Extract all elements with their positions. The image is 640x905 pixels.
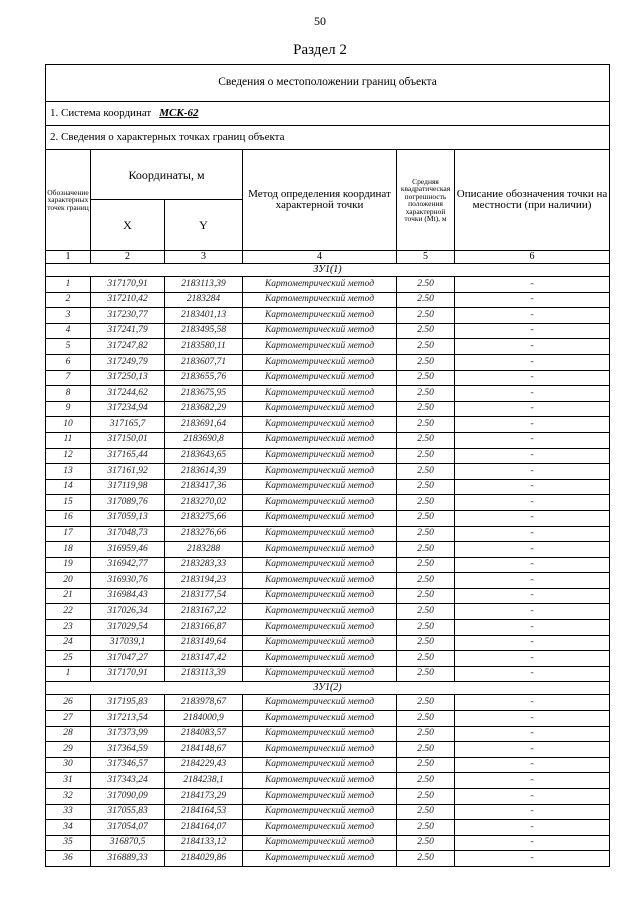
- cell-method: Картометрический метод: [243, 851, 397, 867]
- cell-error: 2.50: [397, 292, 455, 308]
- cell-method: Картометрический метод: [243, 339, 397, 355]
- cell-y: 2184133,12: [165, 835, 243, 851]
- cell-point: 31: [46, 773, 91, 789]
- table-row: [46, 651, 610, 667]
- cell-error: 2.50: [397, 742, 455, 758]
- cell-x: 317165,7: [91, 417, 165, 433]
- cell-y: 2183401,13: [165, 308, 243, 324]
- cell-description: -: [455, 573, 610, 589]
- table-row: [46, 804, 610, 820]
- table-row: [46, 292, 610, 308]
- cell-y: 2184000,9: [165, 711, 243, 727]
- cell-method: Картометрический метод: [243, 711, 397, 727]
- cell-y: 2184173,29: [165, 789, 243, 805]
- cell-error: 2.50: [397, 557, 455, 573]
- cell-x: 317029,54: [91, 620, 165, 636]
- table-row: [46, 742, 610, 758]
- cell-description: -: [455, 432, 610, 448]
- cell-point: 22: [46, 604, 91, 620]
- cell-description: -: [455, 604, 610, 620]
- cell-method: Картометрический метод: [243, 773, 397, 789]
- cell-point: 23: [46, 620, 91, 636]
- cell-point: 30: [46, 757, 91, 773]
- cell-method: Картометрический метод: [243, 742, 397, 758]
- cell-x: 317039,1: [91, 635, 165, 651]
- cell-description: -: [455, 651, 610, 667]
- cell-y: 2183690,8: [165, 432, 243, 448]
- cell-error: 2.50: [397, 711, 455, 727]
- cell-point: 32: [46, 789, 91, 805]
- table-row: [46, 851, 610, 867]
- cell-y: 2183495,58: [165, 323, 243, 339]
- cell-description: -: [455, 666, 610, 682]
- table-row: [46, 835, 610, 851]
- cell-method: Картометрический метод: [243, 432, 397, 448]
- cell-description: -: [455, 835, 610, 851]
- cell-description: -: [455, 370, 610, 386]
- cell-error: 2.50: [397, 510, 455, 526]
- cell-x: 317059,13: [91, 510, 165, 526]
- table-row: [46, 308, 610, 324]
- cell-point: 14: [46, 479, 91, 495]
- cell-description: -: [455, 851, 610, 867]
- cell-method: Картометрический метод: [243, 635, 397, 651]
- cell-error: 2.50: [397, 635, 455, 651]
- table-row: [46, 277, 610, 293]
- cell-method: Картометрический метод: [243, 448, 397, 464]
- boundary-points-table: [45, 64, 610, 867]
- page-number: 50: [314, 14, 326, 28]
- cell-x: 317048,73: [91, 526, 165, 542]
- table-row: [46, 726, 610, 742]
- cell-method: Картометрический метод: [243, 370, 397, 386]
- cell-y: 2183288: [165, 542, 243, 558]
- cell-x: 317346,57: [91, 757, 165, 773]
- cell-error: 2.50: [397, 417, 455, 433]
- cell-x: 317250,13: [91, 370, 165, 386]
- cell-point: 33: [46, 804, 91, 820]
- cell-point: 20: [46, 573, 91, 589]
- cell-y: 2183580,11: [165, 339, 243, 355]
- cell-method: Картометрический метод: [243, 726, 397, 742]
- table-row: [46, 695, 610, 711]
- cell-error: 2.50: [397, 851, 455, 867]
- cell-y: 2183643,65: [165, 448, 243, 464]
- cell-y: 2183113,39: [165, 666, 243, 682]
- header-method: Метод определения координат характерной точки: [243, 150, 397, 251]
- cell-y: 2183167,22: [165, 604, 243, 620]
- cell-y: 2183270,02: [165, 495, 243, 511]
- cell-error: 2.50: [397, 695, 455, 711]
- cell-point: 13: [46, 464, 91, 480]
- table-row: [46, 339, 610, 355]
- cell-method: Картометрический метод: [243, 277, 397, 293]
- cell-error: 2.50: [397, 835, 455, 851]
- cell-x: 317054,07: [91, 820, 165, 836]
- cell-description: -: [455, 417, 610, 433]
- column-number: 3: [165, 251, 243, 264]
- cell-y: 2183682,29: [165, 401, 243, 417]
- cell-method: Картометрический метод: [243, 542, 397, 558]
- cell-error: 2.50: [397, 495, 455, 511]
- cell-point: 24: [46, 635, 91, 651]
- cell-error: 2.50: [397, 277, 455, 293]
- cell-x: 317213,54: [91, 711, 165, 727]
- cell-error: 2.50: [397, 820, 455, 836]
- cell-error: 2.50: [397, 401, 455, 417]
- cell-method: Картометрический метод: [243, 666, 397, 682]
- cell-point: 3: [46, 308, 91, 324]
- cell-x: 316870,5: [91, 835, 165, 851]
- table-row: [46, 711, 610, 727]
- cell-point: 17: [46, 526, 91, 542]
- cell-x: 316984,43: [91, 588, 165, 604]
- cell-description: -: [455, 804, 610, 820]
- cell-method: Картометрический метод: [243, 510, 397, 526]
- cell-point: 29: [46, 742, 91, 758]
- cell-description: -: [455, 773, 610, 789]
- table-row: [46, 820, 610, 836]
- cell-y: 2183284: [165, 292, 243, 308]
- cell-description: -: [455, 820, 610, 836]
- cell-description: -: [455, 635, 610, 651]
- cell-point: 36: [46, 851, 91, 867]
- cell-point: 2: [46, 292, 91, 308]
- table-row: [46, 557, 610, 573]
- cell-method: Картометрический метод: [243, 292, 397, 308]
- cell-error: 2.50: [397, 620, 455, 636]
- cell-x: 317210,42: [91, 292, 165, 308]
- cell-x: 317026,34: [91, 604, 165, 620]
- table-row: [46, 588, 610, 604]
- cell-description: -: [455, 588, 610, 604]
- cell-y: 2183607,71: [165, 354, 243, 370]
- cell-error: 2.50: [397, 448, 455, 464]
- cell-y: 2184148,67: [165, 742, 243, 758]
- cell-method: Картометрический метод: [243, 308, 397, 324]
- cell-method: Картометрический метод: [243, 323, 397, 339]
- cell-point: 34: [46, 820, 91, 836]
- cell-description: -: [455, 277, 610, 293]
- cell-error: 2.50: [397, 666, 455, 682]
- cell-error: 2.50: [397, 526, 455, 542]
- cell-description: -: [455, 292, 610, 308]
- cell-description: -: [455, 323, 610, 339]
- cell-x: 316889,33: [91, 851, 165, 867]
- group-name: ЗУ1(2): [46, 682, 610, 695]
- table-row: [46, 542, 610, 558]
- cell-error: 2.50: [397, 354, 455, 370]
- cell-description: -: [455, 757, 610, 773]
- cell-method: Картометрический метод: [243, 695, 397, 711]
- cell-point: 15: [46, 495, 91, 511]
- cell-description: -: [455, 557, 610, 573]
- table-row: [46, 773, 610, 789]
- cell-y: 2184238,1: [165, 773, 243, 789]
- cell-y: 2183275,66: [165, 510, 243, 526]
- cell-error: 2.50: [397, 651, 455, 667]
- cell-description: -: [455, 495, 610, 511]
- cell-method: Картометрический метод: [243, 820, 397, 836]
- group-name: ЗУ1(1): [46, 264, 610, 277]
- cell-method: Картометрический метод: [243, 557, 397, 573]
- cell-x: 317119,98: [91, 479, 165, 495]
- table-row: [46, 323, 610, 339]
- cell-x: 317047,27: [91, 651, 165, 667]
- cell-method: Картометрический метод: [243, 495, 397, 511]
- cell-point: 21: [46, 588, 91, 604]
- cell-point: 12: [46, 448, 91, 464]
- cell-point: 8: [46, 386, 91, 402]
- cell-y: 2183655,76: [165, 370, 243, 386]
- column-number: 5: [397, 251, 455, 264]
- cell-point: 18: [46, 542, 91, 558]
- cell-method: Картометрический метод: [243, 620, 397, 636]
- cell-x: 317089,76: [91, 495, 165, 511]
- table-row: [46, 417, 610, 433]
- header-y: Y: [165, 200, 243, 251]
- cell-error: 2.50: [397, 726, 455, 742]
- cell-description: -: [455, 386, 610, 402]
- cell-y: 2183194,23: [165, 573, 243, 589]
- cell-point: 1: [46, 277, 91, 293]
- table-row: [46, 464, 610, 480]
- cell-x: 317241,79: [91, 323, 165, 339]
- cell-description: -: [455, 742, 610, 758]
- cell-y: 2184164,53: [165, 804, 243, 820]
- cell-description: -: [455, 354, 610, 370]
- cell-method: Картометрический метод: [243, 804, 397, 820]
- table-row: [46, 635, 610, 651]
- cell-description: -: [455, 510, 610, 526]
- cell-description: -: [455, 711, 610, 727]
- cell-description: -: [455, 726, 610, 742]
- cell-error: 2.50: [397, 542, 455, 558]
- cell-error: 2.50: [397, 308, 455, 324]
- cell-error: 2.50: [397, 464, 455, 480]
- cell-y: 2183177,54: [165, 588, 243, 604]
- cell-description: -: [455, 464, 610, 480]
- cell-x: 317161,92: [91, 464, 165, 480]
- cell-description: -: [455, 339, 610, 355]
- coordinate-system-value: МСК-62: [159, 107, 199, 119]
- column-number: 6: [455, 251, 610, 264]
- cell-description: -: [455, 448, 610, 464]
- cell-x: 316942,77: [91, 557, 165, 573]
- table-row: [46, 386, 610, 402]
- column-number: 1: [46, 251, 91, 264]
- table-row: [46, 448, 610, 464]
- cell-point: 4: [46, 323, 91, 339]
- table-row: [46, 479, 610, 495]
- table-row: [46, 354, 610, 370]
- cell-description: -: [455, 789, 610, 805]
- cell-error: 2.50: [397, 370, 455, 386]
- coordinate-system-label: 1. Система координат: [50, 107, 152, 119]
- group-row: [46, 264, 610, 277]
- cell-description: -: [455, 308, 610, 324]
- cell-error: 2.50: [397, 339, 455, 355]
- cell-method: Картометрический метод: [243, 573, 397, 589]
- cell-x: 316959,46: [91, 542, 165, 558]
- cell-y: 2183149,64: [165, 635, 243, 651]
- cell-error: 2.50: [397, 479, 455, 495]
- cell-x: 317244,62: [91, 386, 165, 402]
- cell-y: 2184229,43: [165, 757, 243, 773]
- column-number: 2: [91, 251, 165, 264]
- cell-x: 317150,01: [91, 432, 165, 448]
- cell-point: 10: [46, 417, 91, 433]
- cell-method: Картометрический метод: [243, 835, 397, 851]
- cell-description: -: [455, 401, 610, 417]
- cell-x: 317165,44: [91, 448, 165, 464]
- cell-description: -: [455, 695, 610, 711]
- cell-x: 317249,79: [91, 354, 165, 370]
- cell-method: Картометрический метод: [243, 588, 397, 604]
- table-row: [46, 666, 610, 682]
- cell-x: 317195,83: [91, 695, 165, 711]
- cell-error: 2.50: [397, 323, 455, 339]
- cell-error: 2.50: [397, 757, 455, 773]
- cell-method: Картометрический метод: [243, 417, 397, 433]
- cell-point: 25: [46, 651, 91, 667]
- cell-method: Картометрический метод: [243, 354, 397, 370]
- cell-error: 2.50: [397, 789, 455, 805]
- header-x: X: [91, 200, 165, 251]
- table-row: [46, 573, 610, 589]
- cell-y: 2183417,36: [165, 479, 243, 495]
- cell-error: 2.50: [397, 588, 455, 604]
- cell-y: 2184029,86: [165, 851, 243, 867]
- header-point-id: Обозначение характерных точек границ: [46, 150, 91, 251]
- column-number: 4: [243, 251, 397, 264]
- cell-error: 2.50: [397, 804, 455, 820]
- table-row: [46, 757, 610, 773]
- table-title: Сведения о местоположении границ объекта: [46, 65, 610, 102]
- cell-x: 317170,91: [91, 666, 165, 682]
- coordinate-system-row: [46, 102, 610, 126]
- cell-method: Картометрический метод: [243, 651, 397, 667]
- cell-description: -: [455, 479, 610, 495]
- cell-x: 317247,82: [91, 339, 165, 355]
- cell-x: 317373,99: [91, 726, 165, 742]
- cell-description: -: [455, 542, 610, 558]
- cell-y: 2183283,33: [165, 557, 243, 573]
- cell-y: 2183147,42: [165, 651, 243, 667]
- cell-point: 7: [46, 370, 91, 386]
- cell-method: Картометрический метод: [243, 401, 397, 417]
- cell-point: 28: [46, 726, 91, 742]
- cell-method: Картометрический метод: [243, 757, 397, 773]
- cell-y: 2183276,66: [165, 526, 243, 542]
- cell-description: -: [455, 620, 610, 636]
- cell-method: Картометрический метод: [243, 789, 397, 805]
- cell-x: 317234,94: [91, 401, 165, 417]
- cell-point: 1: [46, 666, 91, 682]
- cell-description: -: [455, 526, 610, 542]
- cell-x: 317055,83: [91, 804, 165, 820]
- cell-point: 26: [46, 695, 91, 711]
- header-coordinates: Координаты, м: [91, 150, 243, 200]
- cell-y: 2183978,67: [165, 695, 243, 711]
- cell-point: 35: [46, 835, 91, 851]
- cell-point: 11: [46, 432, 91, 448]
- cell-x: 317364,59: [91, 742, 165, 758]
- header-error: Средняя квадратическая погрешность положения характерной точки (Mt), м: [397, 150, 455, 251]
- cell-point: 19: [46, 557, 91, 573]
- cell-point: 6: [46, 354, 91, 370]
- table-row: [46, 510, 610, 526]
- cell-x: 316930,76: [91, 573, 165, 589]
- cell-method: Картометрический метод: [243, 386, 397, 402]
- cell-error: 2.50: [397, 573, 455, 589]
- cell-point: 9: [46, 401, 91, 417]
- group-row: [46, 682, 610, 695]
- table-row: [46, 432, 610, 448]
- cell-y: 2183166,87: [165, 620, 243, 636]
- cell-y: 2183691,64: [165, 417, 243, 433]
- cell-x: 317090,09: [91, 789, 165, 805]
- cell-y: 2183675,95: [165, 386, 243, 402]
- table-row: [46, 620, 610, 636]
- cell-y: 2184083,57: [165, 726, 243, 742]
- section-title: Раздел 2: [293, 42, 347, 58]
- cell-error: 2.50: [397, 386, 455, 402]
- table-row: [46, 604, 610, 620]
- cell-y: 2184164,07: [165, 820, 243, 836]
- table-row: [46, 789, 610, 805]
- cell-method: Картометрический метод: [243, 479, 397, 495]
- table-row: [46, 370, 610, 386]
- cell-x: 317343,24: [91, 773, 165, 789]
- cell-point: 5: [46, 339, 91, 355]
- cell-x: 317170,91: [91, 277, 165, 293]
- cell-error: 2.50: [397, 432, 455, 448]
- cell-method: Картометрический метод: [243, 464, 397, 480]
- cell-error: 2.50: [397, 773, 455, 789]
- cell-method: Картометрический метод: [243, 604, 397, 620]
- table-row: [46, 495, 610, 511]
- cell-x: 317230,77: [91, 308, 165, 324]
- cell-y: 2183113,39: [165, 277, 243, 293]
- cell-point: 16: [46, 510, 91, 526]
- cell-method: Картометрический метод: [243, 526, 397, 542]
- points-section-label: 2. Сведения о характерных точках границ объекта: [46, 126, 610, 150]
- cell-y: 2183614,39: [165, 464, 243, 480]
- cell-point: 27: [46, 711, 91, 727]
- table-row: [46, 401, 610, 417]
- table-row: [46, 526, 610, 542]
- cell-error: 2.50: [397, 604, 455, 620]
- header-description: Описание обозначения точки на местности (при наличии): [455, 150, 610, 251]
